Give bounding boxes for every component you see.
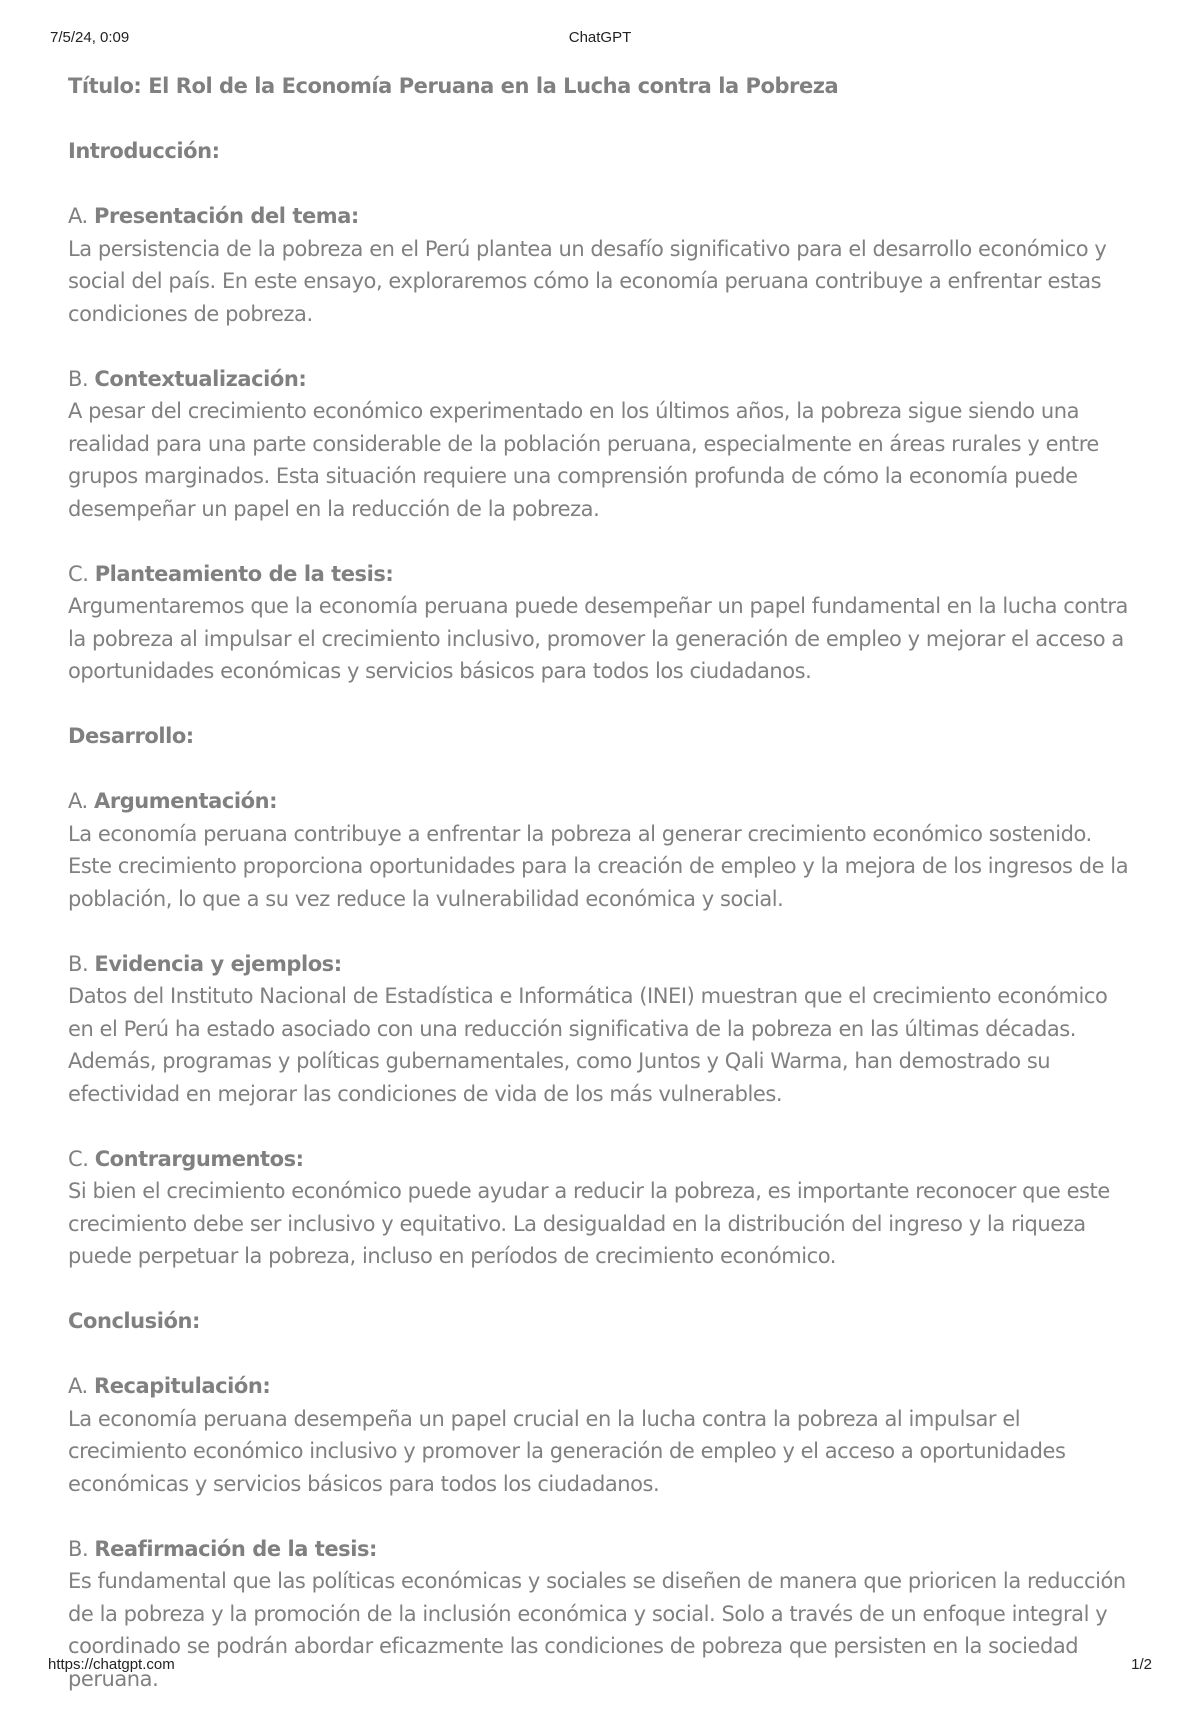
print-date: 7/5/24, 0:09 xyxy=(50,29,130,46)
subsection-letter: B. xyxy=(68,951,89,976)
subsection-letter: C. xyxy=(68,1146,89,1171)
subsection-conclusion-b xyxy=(68,1533,1138,1696)
paragraph: La economía peruana desempeña un papel crucial en la lucha contra la pobreza al impulsar el crecimiento económico inclusivo y promover la generación de empleo y el acceso a oportunidades económicas y servicios básicos para todos los ciudadanos. xyxy=(68,1406,1066,1496)
subsection-label: Recapitulación: xyxy=(94,1374,271,1398)
subsection-heading xyxy=(68,1370,1138,1403)
section-heading-introduction: Introducción: xyxy=(68,139,220,163)
subsection-label: Contrargumentos: xyxy=(94,1146,304,1171)
paragraph: La persistencia de la pobreza en el Perú plantea un desafío significativo para el desarrollo económico y social del país. En este ensayo, exploraremos cómo la economía peruana contribuye a enfrentar estas condiciones de pobreza. xyxy=(68,236,1107,326)
subsection-label: Contextualización: xyxy=(94,366,307,391)
paragraph: A pesar del crecimiento económico experimentado en los últimos años, la pobreza sigue siendo una realidad para una parte considerable de la población peruana, especialmente en áreas rurales y entre grupos marginados. Esta situación requiere una comprensión profunda de cómo la economía puede desempeñar un papel en la reducción de la pobreza. xyxy=(68,399,1099,521)
document-title: Título: El Rol de la Economía Peruana en la Lucha contra la Pobreza xyxy=(68,74,839,98)
subsection-label: Evidencia y ejemplos: xyxy=(94,951,342,976)
page-url: https://chatgpt.com xyxy=(48,1656,175,1673)
subsection-label: Reafirmación de la tesis: xyxy=(94,1536,377,1561)
subsection-heading xyxy=(68,363,1138,396)
subsection-letter: B. xyxy=(68,1536,89,1561)
subsection-heading xyxy=(68,558,1138,591)
subsection-letter: B. xyxy=(68,366,89,391)
section-heading-development: Desarrollo: xyxy=(68,724,194,748)
subsection-heading xyxy=(68,948,1138,981)
page-number: 1/2 xyxy=(1131,1656,1152,1673)
paragraph: Es fundamental que las políticas económicas y sociales se diseñen de manera que prioricen la reducción de la pobreza y la promoción de la inclusión económica y social. Solo a través de un enfoque integral y coordinado se podrán abordar eficazmente las condiciones de pobreza que persisten en la sociedad peruana. xyxy=(68,1569,1126,1691)
subsection-letter: C. xyxy=(68,561,89,586)
paragraph: La economía peruana contribuye a enfrentar la pobreza al generar crecimiento económico sostenido. Este crecimiento proporciona oportunidades para la creación de empleo y la mejora de los ingresos de la población, lo que a su vez reduce la vulnerabilidad económica y social. xyxy=(68,821,1129,911)
subsection-letter: A. xyxy=(68,204,88,228)
subsection-development-c xyxy=(68,1143,1138,1273)
subsection-label: Presentación del tema: xyxy=(94,204,359,228)
subsection-heading xyxy=(68,1143,1138,1176)
section-heading-conclusion: Conclusión: xyxy=(68,1309,200,1333)
subsection-intro-a xyxy=(68,200,1138,330)
subsection-letter: A. xyxy=(68,789,88,813)
subsection-label: Argumentación: xyxy=(94,789,278,813)
subsection-heading xyxy=(68,785,1138,818)
subsection-intro-b xyxy=(68,363,1138,526)
subsection-heading xyxy=(68,1533,1138,1566)
paragraph: Datos del Instituto Nacional de Estadística e Informática (INEI) muestran que el crecimiento económico en el Perú ha estado asociado con una reducción significativa de la pobreza en las últimas décadas. Además, programas y políticas gubernamentales, como Juntos y Qali Warma, han demostrado su efectividad en mejorar las condiciones de vida de los más vulnerables. xyxy=(68,984,1108,1106)
subsection-development-b xyxy=(68,948,1138,1111)
subsection-intro-c xyxy=(68,558,1138,688)
subsection-conclusion-a xyxy=(68,1370,1138,1500)
subsection-development-a xyxy=(68,785,1138,915)
subsection-label: Planteamiento de la tesis: xyxy=(94,561,394,586)
paragraph: Argumentaremos que la economía peruana puede desempeñar un papel fundamental en la lucha contra la pobreza al impulsar el crecimiento inclusivo, promover la generación de empleo y mejorar el acceso a oportunidades económicas y servicios básicos para todos los ciudadanos. xyxy=(68,594,1128,683)
print-header xyxy=(0,0,1200,46)
subsection-letter: A. xyxy=(68,1374,88,1398)
paragraph: Si bien el crecimiento económico puede ayudar a reducir la pobreza, es importante reconocer que este crecimiento debe ser inclusivo y equitativo. La desigualdad en la distribución del ingreso y la riqueza puede perpetuar la pobreza, incluso en períodos de crecimiento económico. xyxy=(68,1179,1110,1268)
print-page-title: ChatGPT xyxy=(568,29,632,46)
document-body xyxy=(68,70,1138,1728)
subsection-heading xyxy=(68,200,1138,233)
